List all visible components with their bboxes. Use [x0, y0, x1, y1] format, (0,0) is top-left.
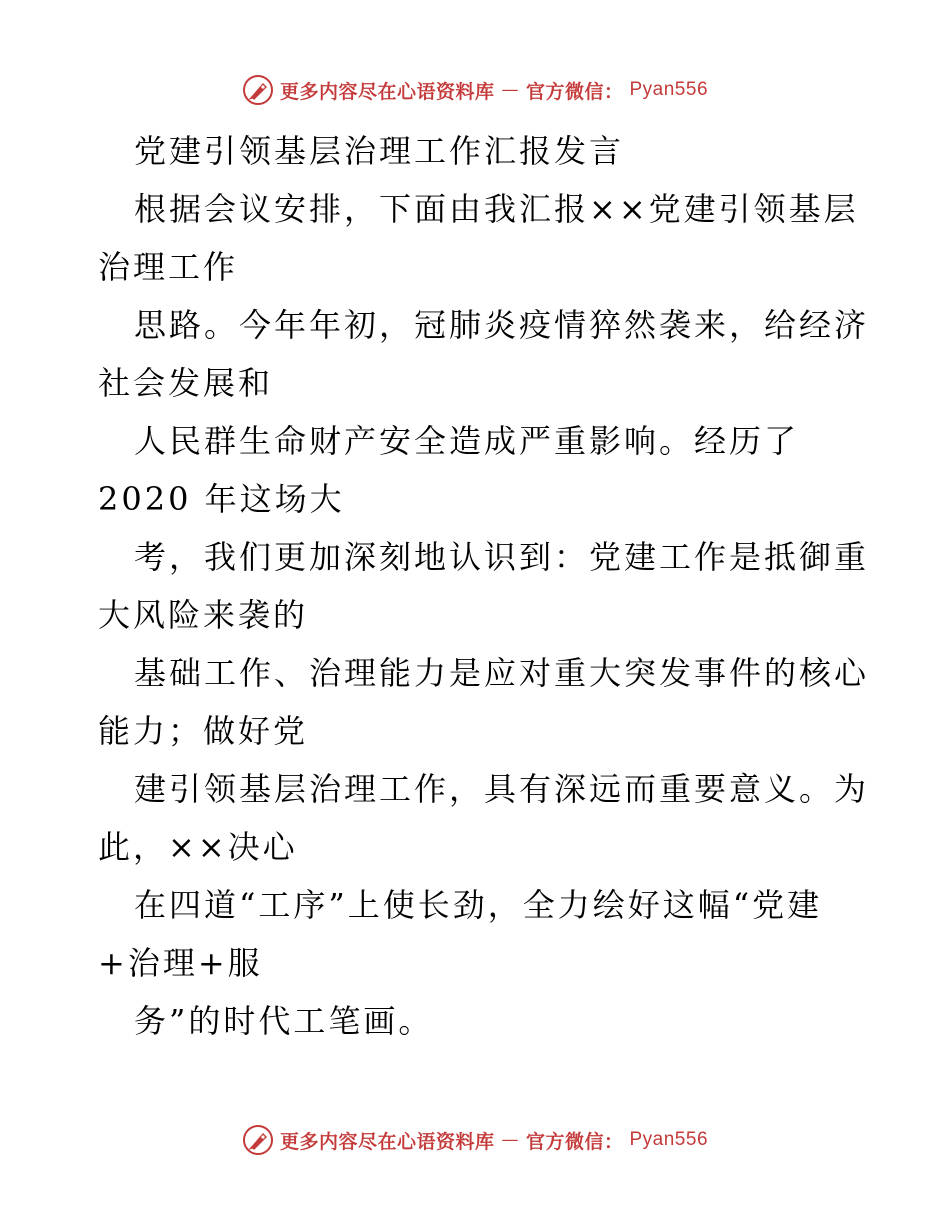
text-line: 基础工作、治理能力是应对重大突发事件的核心 [134, 654, 870, 692]
banner-wechat-label: 官方微信： [525, 80, 624, 103]
text-line: 治理工作 [98, 248, 239, 286]
banner-dash: — [501, 80, 519, 100]
banner-wechat-id: Pyan556 [629, 1129, 709, 1150]
banner-inner [242, 74, 708, 106]
text-line: 建引领基层治理工作，具有深远而重要意义。为 [134, 770, 870, 808]
text-line: 社会发展和 [98, 364, 274, 402]
text-line: 在四道“工序”上使长劲，全力绘好这幅“党建 [134, 886, 823, 924]
text-line: 人民群生命财产安全造成严重影响。经历了 [134, 422, 800, 460]
text-line: 务”的时代工笔画。 [134, 1002, 434, 1040]
pen-nib-logo-icon [242, 74, 274, 106]
banner-main-text: 更多内容尽在心语资料库 [279, 80, 495, 103]
text-line: 大风险来袭的 [98, 596, 309, 634]
text-line: 能力；做好党 [98, 712, 309, 750]
banner-wechat-id: Pyan556 [629, 79, 709, 100]
footer-banner [0, 1120, 950, 1160]
text-line: +治理+服 [98, 944, 263, 982]
banner-main-text: 更多内容尽在心语资料库 [279, 1130, 495, 1153]
text-line: 2020 年这场大 [98, 480, 345, 518]
banner-wechat-label: 官方微信： [525, 1130, 624, 1153]
header-banner [0, 70, 950, 110]
banner-inner [242, 1124, 708, 1156]
text-line: 根据会议安排，下面由我汇报××党建引领基层 [134, 190, 859, 228]
pen-nib-logo-icon [242, 1124, 274, 1156]
banner-dash: — [501, 1130, 519, 1150]
document-body [98, 122, 870, 1050]
text-line: 此，××决心 [98, 828, 298, 866]
document-title: 党建引领基层治理工作汇报发言 [134, 132, 625, 170]
text-line: 考，我们更加深刻地认识到：党建工作是抵御重 [134, 538, 870, 576]
text-line: 思路。今年年初，冠肺炎疫情猝然袭来，给经济 [134, 306, 870, 344]
